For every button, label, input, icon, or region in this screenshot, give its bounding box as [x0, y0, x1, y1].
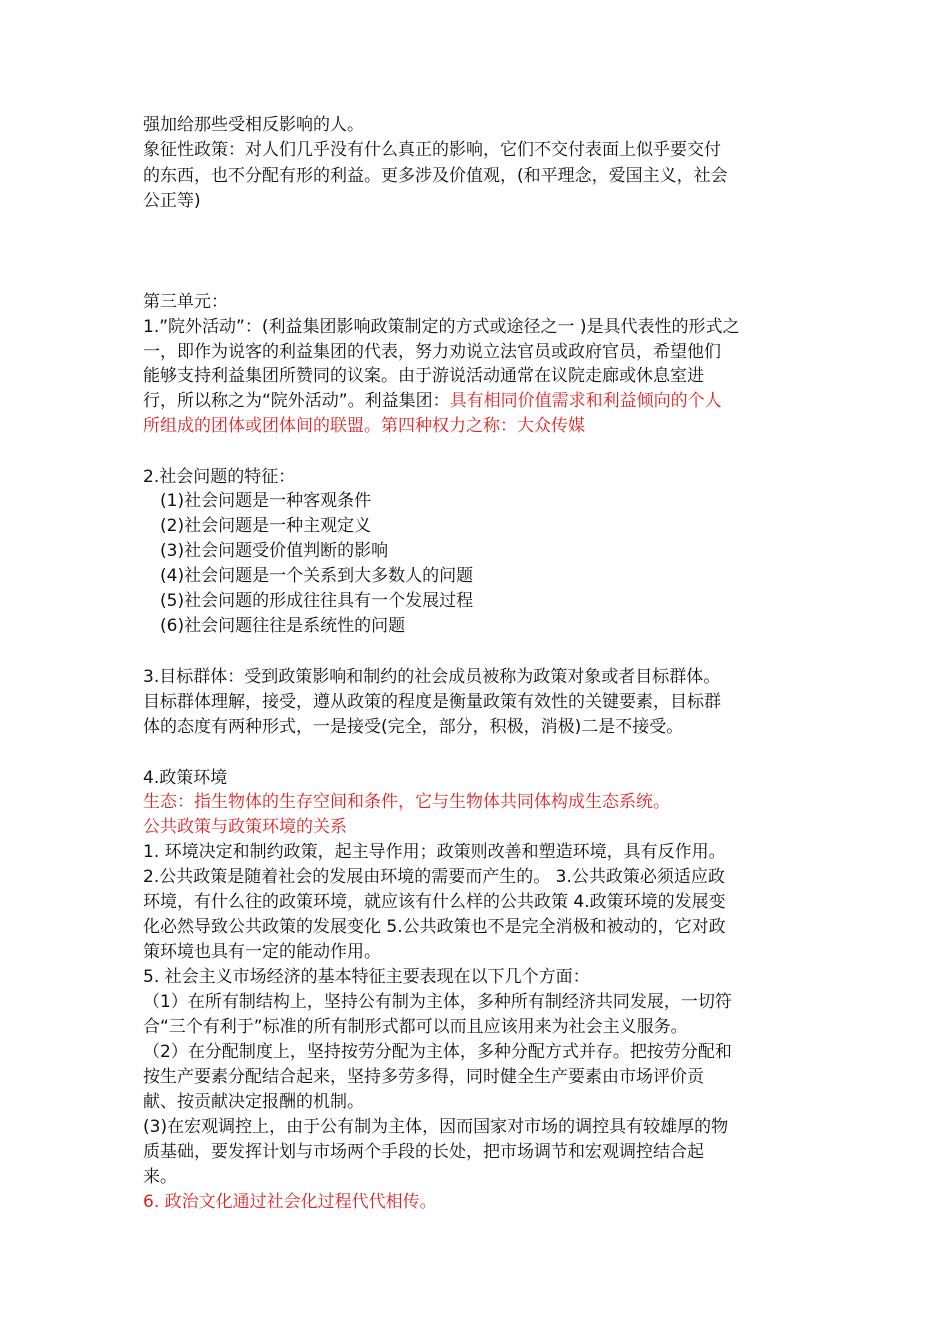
text-line	[143, 315, 740, 340]
highlight-line	[143, 790, 670, 815]
text-line	[143, 138, 721, 163]
text-line	[143, 1115, 728, 1140]
text-span: 化必然导致公共政策的发展变化 5.公共政策也不是完全消极和被动的，它对政	[143, 917, 726, 937]
text-line	[143, 1065, 704, 1090]
list-item	[160, 589, 473, 614]
text-span: 3.目标群体：受到政策影响和制约的社会成员被称为政策对象或者目标群体。	[143, 667, 721, 687]
text-line	[143, 840, 726, 865]
text-span: 公正等)	[143, 191, 201, 211]
text-span: 环境，有什么往的政策环境，就应该有什么样的公共政策 4.政策环境的发展变	[143, 892, 726, 912]
text-line	[143, 164, 728, 189]
text-span: (6)社会问题往往是系统性的问题	[160, 616, 406, 636]
text-span: 公共政策与政策环境的关系	[143, 817, 347, 837]
text-span: 体的态度有两种形式，一是接受(完全，部分，积极，消极)二是不接受。	[143, 717, 684, 737]
text-span: (2)社会问题是一种主观定义	[160, 516, 372, 536]
text-span: 策环境也具有一定的能动作用。	[143, 942, 381, 962]
text-span: 献、按贡献决定报酬的机制。	[143, 1092, 364, 1112]
text-span: 1. 环境决定和制约政策，起主导作用；政策则改善和塑造环境，具有反作用。	[143, 842, 726, 862]
section-heading	[143, 465, 295, 490]
text-span: (5)社会问题的形成往往具有一个发展过程	[160, 591, 474, 611]
highlight-span: 具有相同价值需求和利益倾向的个人	[449, 391, 722, 411]
text-span: 合“三个有利于”标准的所有制形式都可以而且应该用来为社会主义服务。	[143, 1017, 688, 1037]
text-line	[143, 364, 704, 389]
section-heading	[143, 766, 227, 791]
text-span: (1)社会问题是一种客观条件	[160, 491, 372, 511]
text-line	[143, 1090, 364, 1115]
list-item	[160, 614, 405, 639]
list-item	[160, 489, 371, 514]
text-line	[143, 1165, 177, 1190]
highlight-line	[143, 1190, 437, 1215]
text-line	[143, 1140, 704, 1165]
highlight-line	[143, 815, 347, 840]
text-line	[143, 690, 721, 715]
text-span: 来。	[143, 1167, 177, 1187]
text-span: 一，即作为说客的利益集团的代表，努力劝说立法官员或政府官员，希望他们	[143, 342, 721, 362]
text-span: 2.社会问题的特征：	[143, 467, 296, 487]
text-span: 强加给那些受相反影响的人。	[143, 115, 364, 135]
text-span: 2.公共政策是随着社会的发展由环境的需要而产生的。 3.公共政策必须适应政	[143, 867, 725, 887]
text-span: 1.”院外活动”：(利益集团影响政策制定的方式或途径之一 )是具代表性的形式之	[143, 317, 740, 337]
text-line	[143, 715, 683, 740]
text-line	[143, 665, 720, 690]
text-line	[143, 1040, 732, 1065]
text-line	[143, 990, 732, 1015]
text-line	[143, 113, 364, 138]
list-item	[160, 514, 371, 539]
text-span: 的东西，也不分配有形的利益。更多涉及价值观，(和平理念，爱国主义，社会	[143, 166, 728, 186]
list-item	[160, 564, 473, 589]
text-line	[143, 189, 201, 214]
text-span: 能够支持利益集团所赞同的议案。由于游说活动通常在议院走廊或休息室进	[143, 366, 704, 386]
text-span: 目标群体理解，接受，遵从政策的程度是衡量政策有效性的关键要素，目标群	[143, 692, 721, 712]
text-span: 第三单元：	[143, 292, 228, 312]
text-span: 按生产要素分配结合起来，坚持多劳多得，同时健全生产要素由市场评价贡	[143, 1067, 704, 1087]
text-span: (3)在宏观调控上，由于公有制为主体，因而国家对市场的调控具有较雄厚的物	[143, 1117, 729, 1137]
text-line	[143, 865, 725, 890]
section-heading	[143, 290, 228, 315]
text-line	[143, 340, 721, 365]
list-item	[160, 539, 388, 564]
text-span: 4.政策环境	[143, 768, 228, 788]
text-span: 生态：指生物体的生存空间和条件，它与生物体共同体构成生态系统。	[143, 792, 670, 812]
text-line	[143, 1015, 688, 1040]
text-span: 象征性政策：对人们几乎没有什么真正的影响，它们不交付表面上似乎要交付	[143, 140, 721, 160]
text-span: (4)社会问题是一个关系到大多数人的问题	[160, 566, 474, 586]
text-span: （1）在所有制结构上，坚持公有制为主体，多种所有制经济共同发展，一切符	[143, 992, 732, 1012]
text-span: 质基础，要发挥计划与市场两个手段的长处，把市场调节和宏观调控结合起	[143, 1142, 704, 1162]
text-line	[143, 915, 726, 940]
text-span: 5. 社会主义市场经济的基本特征主要表现在以下几个方面：	[143, 967, 590, 987]
highlight-line	[143, 414, 585, 439]
text-span: (3)社会问题受价值判断的影响	[160, 541, 389, 561]
text-line	[143, 940, 381, 965]
text-line	[143, 965, 590, 990]
text-span: 行，所以称之为“院外活动”。利益集团：	[143, 391, 450, 411]
text-span: 所组成的团体或团体间的联盟。第四种权力之称：大众传媒	[143, 416, 585, 436]
text-line	[143, 389, 722, 414]
text-line	[143, 890, 726, 915]
text-span: 6. 政治文化通过社会化过程代代相传。	[143, 1192, 437, 1212]
text-span: （2）在分配制度上，坚持按劳分配为主体，多种分配方式并存。把按劳分配和	[143, 1042, 732, 1062]
